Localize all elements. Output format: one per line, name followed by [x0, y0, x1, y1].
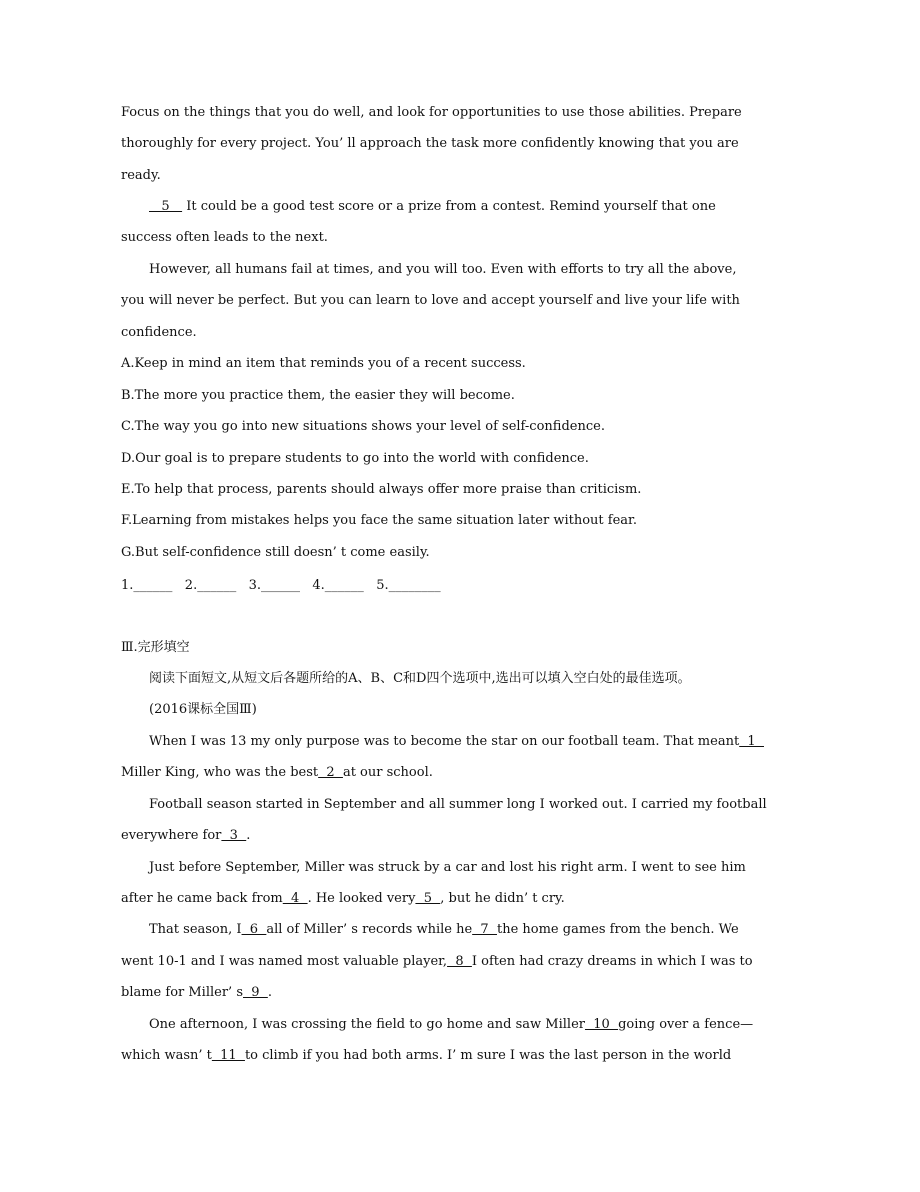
option-c: C.The way you go into new situations shows your level of self-confidence. [121, 419, 605, 434]
cloze-line: everywhere for 3 . [121, 828, 251, 843]
passage-line: ready. [121, 168, 161, 183]
passage-line: thoroughly for every project. You’ ll approach the task more confidently knowing that you are [121, 136, 739, 151]
cloze-line: blame for Miller’ s 9 . [121, 985, 272, 1000]
passage-line: you will never be perfect. But you can learn to love and accept yourself and live your life with [121, 293, 740, 308]
cloze-line: Just before September, Miller was struck by a car and lost his right arm. I went to see him [149, 860, 746, 875]
section-heading: Ⅲ.完形填空 [121, 640, 190, 655]
cloze-line: went 10-1 and I was named most valuable player, 8 I often had crazy dreams in which I was to [121, 954, 753, 969]
passage-line: success often leads to the next. [121, 230, 328, 245]
option-f: F.Learning from mistakes helps you face the same situation later without fear. [121, 513, 637, 528]
gap-5-line: 5 It could be a good test score or a prize from a contest. Remind yourself that one [149, 199, 716, 214]
answer-blank: 8 [447, 954, 472, 969]
cloze-line: That season, I 6 all of Miller’ s records while he 7 the home games from the bench. We [149, 922, 739, 937]
section-instruction: 阅读下面短文,从短文后各题所给的A、B、C和D四个选项中,选出可以填入空白处的最佳选项。 [149, 671, 691, 686]
passage-line: confidence. [121, 325, 197, 340]
cloze-line: Miller King, who was the best 2 at our school. [121, 765, 433, 780]
answer-blank: 11 [211, 1048, 245, 1063]
answer-blank: 4 [282, 891, 308, 906]
answer-blanks: 1.______ 2.______ 3.______ 4.______ 5.________ [121, 578, 441, 593]
cloze-line: One afternoon, I was crossing the field to go home and saw Miller 10 going over a fence— [149, 1017, 754, 1032]
answer-blank: 7 [472, 922, 497, 937]
source-label: (2016课标全国Ⅲ) [149, 702, 257, 717]
answer-blank: 5 [415, 891, 441, 906]
option-b: B.The more you practice them, the easier they will become. [121, 388, 515, 403]
option-e: E.To help that process, parents should always offer more praise than criticism. [121, 482, 642, 497]
option-g: G.But self-confidence still doesn’ t come easily. [121, 545, 430, 560]
answer-blank: 2 [318, 765, 343, 780]
cloze-line: after he came back from 4 . He looked very 5 , but he didn’ t cry. [121, 891, 565, 906]
passage-line: However, all humans fail at times, and you will too. Even with efforts to try all the above, [149, 262, 737, 277]
answer-blank: 10 [584, 1017, 619, 1032]
answer-blank: 3 [221, 828, 247, 843]
passage-line: Focus on the things that you do well, and look for opportunities to use those abilities. Prepare [121, 105, 742, 120]
option-d: D.Our goal is to prepare students to go into the world with confidence. [121, 451, 589, 466]
option-a: A.Keep in mind an item that reminds you of a recent success. [121, 356, 526, 371]
answer-blank: 5 [149, 199, 183, 214]
answer-blank: 9 [243, 985, 268, 1000]
cloze-line: When I was 13 my only purpose was to become the star on our football team. That meant 1 [149, 734, 764, 749]
cloze-line: which wasn’ t 11 to climb if you had both arms. I’ m sure I was the last person in the world [121, 1048, 732, 1063]
answer-blank: 1 [739, 734, 764, 749]
answer-blank: 6 [241, 922, 267, 937]
cloze-line: Football season started in September and all summer long I worked out. I carried my football [149, 797, 767, 812]
